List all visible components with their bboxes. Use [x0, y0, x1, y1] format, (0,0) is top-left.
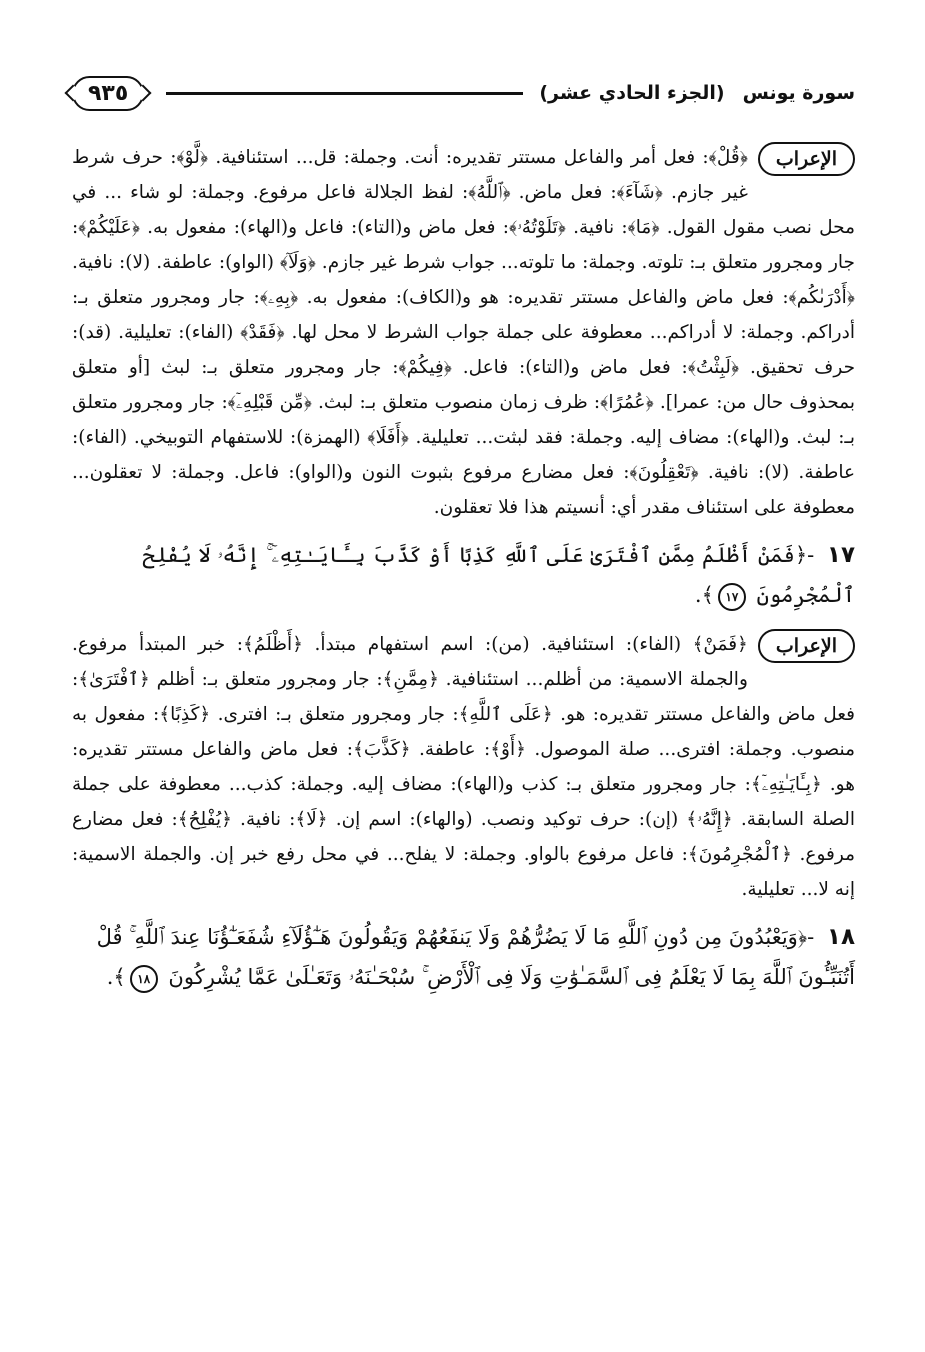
- iarab-label: الإعراب: [758, 142, 855, 176]
- iarab-text: ﴿قُلْ﴾: فعل أمر والفاعل مستتر تقديره: أنت. وجملة: قل... استئنافية. ﴿لَّوْ﴾: حرف شرط غير جازم. ﴿شَآءَ﴾: فعل ماض. ﴿ٱللَّهُ﴾: لفظ الجلالة فاعل مرفوع. وجملة: لو شاء ... في محل نصب مقول القول. ﴿مَا﴾: نافية. ﴿تَلَوْتُهُۥ﴾: فعل ماض و(التاء): فاعل و(الهاء): مفعول به. ﴿عَلَيْكُمْ﴾: جار ومجرور متعلق بـ: تلوته. وجملة: ما تلوته... جواب شرط غير جازم. ﴿وَلَآ﴾ (الواو): عاطفة. (لا): نافية. ﴿أَدْرَىٰكُم﴾: فعل ماض والفاعل مستتر تقديره: هو و(الكاف): مفعول به. ﴿بِهِۦ﴾: جار ومجرور متعلق بـ: أدراكم. وجملة: لا أدراكم... معطوفة على جملة جواب الشرط لا محل لها. ﴿فَقَدْ﴾ (الفاء): تعليلية. (قد): حرف تحقيق. ﴿لَبِثْتُ﴾: فعل ماض و(التاء): فاعل. ﴿فِيكُمْ﴾: جار ومجرور متعلق بـ: لبث [أو متعلق بمحذوف حال من: عمرا]. ﴿عُمُرًا﴾: ظرف زمان منصوب متعلق بـ: لبث. ﴿مِّن قَبْلِهِۦٓ﴾: جار ومجرور متعلق بـ: لبث. و(الهاء): مضاف إليه. وجملة: فقد لبثت... تعليلية. ﴿أَفَلَا﴾ (الهمزة): للاستفهام التوبيخي. (الفاء): عاطفة. (لا): نافية. ﴿تَعْقِلُونَ﴾: فعل مضارع مرفوع بثبوت النون و(الواو): فاعل. وجملة: لا تعقلون... معطوفة على استئناف مقدر أي: أنسيتم هذا فلا تعقلون.: [72, 147, 855, 518]
- page-header: [72, 58, 855, 128]
- header-rule: [166, 92, 523, 95]
- verse-text: -﴿وَيَعْبُدُونَ مِن دُونِ ٱللَّهِ مَا لَا يَضُرُّهُمْ وَلَا يَنفَعُهُمْ وَيَقُولُونَ هَـٰٓؤُلَآءِ شُفَعَـٰٓؤُنَا عِندَ ٱللَّهِ ۚ قُلْ أَتُنَبِّـُٔونَ ٱللَّهَ بِمَا لَا يَعْلَمُ فِى ٱلسَّمَـٰوَٰتِ وَلَا فِى ٱلْأَرْضِ ۚ سُبْحَـٰنَهُۥ وَتَعَـٰلَىٰ عَمَّا يُشْرِكُونَ: [96, 925, 855, 989]
- verse-close: ﴾.: [694, 583, 714, 607]
- verse-17: [72, 535, 855, 615]
- iarab-text: ﴿فَمَنْ﴾ (الفاء): استئنافية. (من): اسم استفهام مبتدأ. ﴿أَظْلَمُ﴾: خبر المبتدأ مرفوع. والجملة الاسمية: من أظلم... استئنافية. ﴿مِمَّنِ﴾: جار ومجرور متعلق بـ: أظلم ﴿ٱفْتَرَىٰ﴾: فعل ماض والفاعل مستتر تقديره: هو. ﴿عَلَى ٱللَّهِ﴾: جار ومجرور متعلق بـ: افترى. ﴿كَذِبًا﴾: مفعول به منصوب. وجملة: افترى... صلة الموصول. ﴿أَوْ﴾: عاطفة. ﴿كَذَّبَ﴾: فعل ماض والفاعل مستتر تقديره: هو. ﴿بِـَٔايَـٰتِهِۦٓ﴾: جار ومجرور متعلق بـ: كذب و(الهاء): مضاف إليه. وجملة: كذب... معطوفة على جملة الصلة السابقة. ﴿إِنَّهُۥ﴾ (إن): حرف توكيد ونصب. (والهاء): اسم إن. ﴿لَا﴾: نافية. ﴿يُفْلِحُ﴾: فعل مضارع مرفوع. ﴿ٱلْمُجْرِمُونَ﴾: فاعل مرفوع بالواو. وجملة: لا يفلح... في محل رفع خبر إن. والجملة الاسمية: إنه لا... تعليلية.: [72, 634, 855, 900]
- iarab-section-2: [72, 627, 855, 907]
- running-title: [539, 82, 855, 104]
- verse-number: ١٨: [826, 924, 855, 950]
- ayah-end-mark-icon: ١٨: [130, 965, 158, 993]
- ayah-end-mark-icon: ١٧: [718, 583, 746, 611]
- iarab-section-1: [72, 140, 855, 525]
- iarab-label: الإعراب: [758, 629, 855, 663]
- verse-close: ﴾.: [106, 965, 126, 989]
- verse-number: ١٧: [826, 542, 855, 568]
- surah-name: سورة يونس: [742, 82, 855, 104]
- verse-18: [72, 917, 855, 997]
- verse-text: -﴿فَمَنْ أَظْلَمُ مِمَّنِ ٱفْتَرَىٰ عَلَى ٱللَّهِ كَذِبًا أَوْ كَذَّبَ بِـَٔايَـٰتِهِۦٓ ۚ إِنَّهُۥ لَا يُفْلِحُ ٱلْمُجْرِمُونَ: [142, 543, 855, 607]
- juz-name: (الجزء الحادي عشر): [539, 82, 725, 104]
- page-number: ٩٣٥: [72, 76, 144, 111]
